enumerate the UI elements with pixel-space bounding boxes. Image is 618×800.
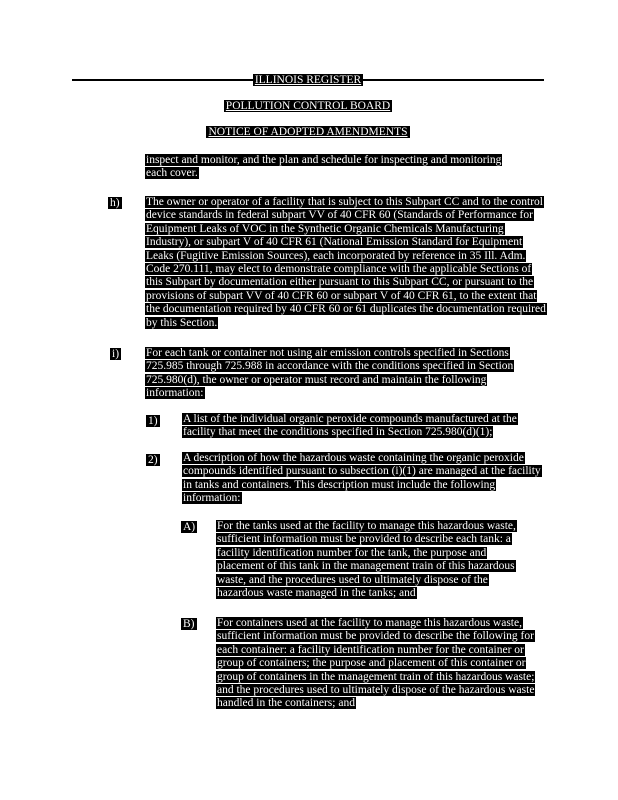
item-B-text: For containers used at the facility to manage this hazardous waste, sufficient information must be provided to describe the following for each container: a facility identification number for the container or group of containers; the purpose and placement of this container or group of containers in the management train of this hazardous waste; and the procedures used to ultimately dispose of the hazardous waste handled in the containers; and — [217, 617, 535, 710]
item-B-label: B) — [183, 618, 195, 630]
item-1-text: A list of the individual organic peroxide compounds manufactured at the facility that meet the conditions specified in Section 725.980(d)(1); — [183, 413, 517, 439]
continuation-text: inspect and monitor, and the plan and schedule for inspecting and monitoring each cover. — [146, 154, 502, 180]
item-2-text: A description of how the hazardous waste containing the organic peroxide compounds identified pursuant to subsection (i)(1) are managed at the facility in tanks and containers. This description must include the following information: — [183, 452, 541, 505]
item-A-text: For the tanks used at the facility to manage this hazardous waste, sufficient information must be provided to describe each tank: a facility identification number for the tank, the purpose and placement of this tank in the management train of this hazardous waste, and the procedures used to ultimately dispose of the hazardous waste managed in the tanks; and — [217, 520, 516, 600]
notice-title: NOTICE OF ADOPTED AMENDMENTS — [208, 126, 408, 138]
register-title: ILLINOIS REGISTER — [254, 74, 362, 86]
para-h-label: h) — [110, 197, 120, 209]
item-1-label: 1) — [148, 415, 158, 427]
para-i-label: i) — [112, 348, 120, 360]
item-2-label: 2) — [148, 454, 158, 466]
para-i-text: For each tank or container not using air emission controls specified in Sections 725.985 through 725.988 in accordance with the conditions specified in Section 725.980(d), the owner or operator must record and maintain the following information: — [146, 347, 514, 400]
item-A-label: A) — [183, 521, 196, 533]
para-h-text: The owner or operator of a facility that is subject to this Subpart CC and to the control device standards in federal subpart VV of 40 CFR 60 (Standards of Performance for Equipment Leaks of VOC in the Synthetic Organic Chemicals Manufacturing Industry), or subpart V of 40 CFR 61 (National Emission Standard for Equipment Leaks (Fugitive Emission Sources), each incorporated by reference in 35 Ill. Adm. Code 270.111, may elect to demonstrate compliance with the applicable Sections of this Subpart by documentation either pursuant to this Subpart CC, or pursuant to the provisions of subpart VV of 40 CFR 60 or subpart V of 40 CFR 61, to the extent that the documentation required by 40 CFR 60 or 61 duplicates the documentation required by this Section. — [146, 196, 546, 329]
board-title: POLLUTION CONTROL BOARD — [225, 100, 391, 112]
